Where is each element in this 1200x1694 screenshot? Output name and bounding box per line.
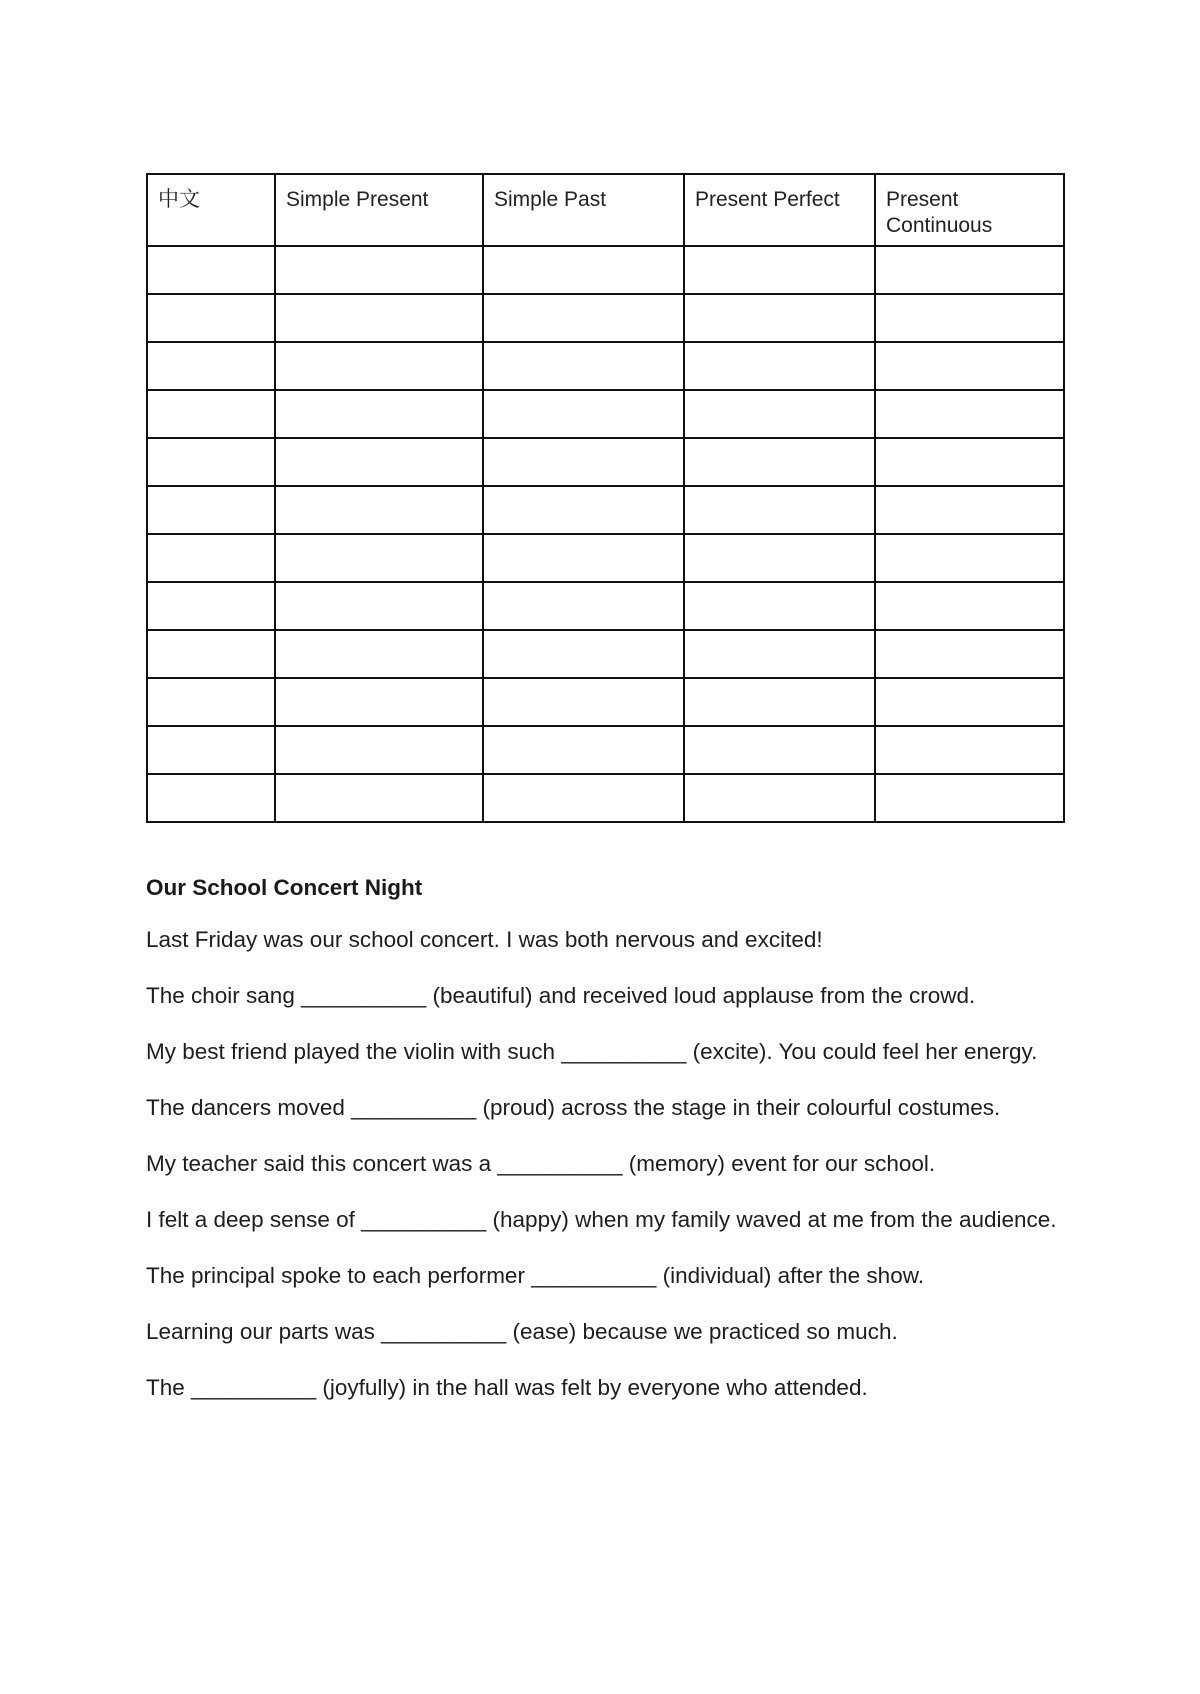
table-row bbox=[147, 534, 1064, 582]
table-row bbox=[147, 726, 1064, 774]
table-cell[interactable] bbox=[275, 294, 483, 342]
table-body bbox=[147, 246, 1064, 822]
table-cell[interactable] bbox=[875, 774, 1064, 822]
exercise-sentence-3: The dancers moved __________ (proud) across the stage in their colourful costumes. bbox=[146, 1095, 1001, 1120]
table-cell[interactable] bbox=[483, 534, 684, 582]
table-row bbox=[147, 774, 1064, 822]
table-cell[interactable] bbox=[684, 630, 875, 678]
table-cell[interactable] bbox=[147, 438, 275, 486]
table-cell[interactable] bbox=[684, 726, 875, 774]
table-cell[interactable] bbox=[147, 630, 275, 678]
table-cell[interactable] bbox=[275, 678, 483, 726]
exercise-sentence-7: Learning our parts was __________ (ease) because we practiced so much. bbox=[146, 1319, 898, 1344]
table-cell[interactable] bbox=[275, 630, 483, 678]
table-cell[interactable] bbox=[147, 486, 275, 534]
table-cell[interactable] bbox=[684, 486, 875, 534]
verb-tense-table bbox=[146, 173, 1065, 823]
table-cell[interactable] bbox=[875, 390, 1064, 438]
table-cell[interactable] bbox=[875, 294, 1064, 342]
table-cell[interactable] bbox=[147, 534, 275, 582]
table-cell[interactable] bbox=[275, 390, 483, 438]
table-row bbox=[147, 246, 1064, 294]
exercise-sentence-6: The principal spoke to each performer __________ (individual) after the show. bbox=[146, 1263, 924, 1288]
header-simple-present: Simple Present bbox=[275, 174, 483, 246]
table-cell[interactable] bbox=[875, 582, 1064, 630]
table-cell[interactable] bbox=[275, 582, 483, 630]
table-row bbox=[147, 486, 1064, 534]
table-cell[interactable] bbox=[483, 342, 684, 390]
story-section bbox=[146, 872, 1066, 1428]
table-cell[interactable] bbox=[275, 438, 483, 486]
exercise-sentence-2: My best friend played the violin with such __________ (excite). You could feel her energy. bbox=[146, 1039, 1038, 1064]
table-cell[interactable] bbox=[147, 774, 275, 822]
table-cell[interactable] bbox=[875, 534, 1064, 582]
exercise-sentence-1: The choir sang __________ (beautiful) and received loud applause from the crowd. bbox=[146, 983, 976, 1008]
table-cell[interactable] bbox=[147, 342, 275, 390]
table-cell[interactable] bbox=[147, 246, 275, 294]
table-cell[interactable] bbox=[684, 342, 875, 390]
table-cell[interactable] bbox=[147, 294, 275, 342]
table-cell[interactable] bbox=[483, 678, 684, 726]
table-row bbox=[147, 390, 1064, 438]
table-cell[interactable] bbox=[147, 726, 275, 774]
table-cell[interactable] bbox=[875, 342, 1064, 390]
table-cell[interactable] bbox=[875, 246, 1064, 294]
table-cell[interactable] bbox=[483, 390, 684, 438]
table-row bbox=[147, 582, 1064, 630]
table-cell[interactable] bbox=[483, 486, 684, 534]
table-cell[interactable] bbox=[147, 582, 275, 630]
table-cell[interactable] bbox=[483, 438, 684, 486]
table-cell[interactable] bbox=[684, 246, 875, 294]
table-cell[interactable] bbox=[483, 582, 684, 630]
table-cell[interactable] bbox=[875, 726, 1064, 774]
table-cell[interactable] bbox=[275, 774, 483, 822]
exercise-sentence-8: The __________ (joyfully) in the hall was felt by everyone who attended. bbox=[146, 1375, 868, 1400]
exercise-sentence-4: My teacher said this concert was a __________ (memory) event for our school. bbox=[146, 1151, 936, 1176]
table-cell[interactable] bbox=[483, 630, 684, 678]
story-title: Our School Concert Night bbox=[146, 875, 423, 900]
table-cell[interactable] bbox=[147, 678, 275, 726]
table-cell[interactable] bbox=[875, 630, 1064, 678]
table-cell[interactable] bbox=[875, 438, 1064, 486]
table-cell[interactable] bbox=[483, 294, 684, 342]
table-cell[interactable] bbox=[684, 678, 875, 726]
table-cell[interactable] bbox=[684, 774, 875, 822]
table-row bbox=[147, 294, 1064, 342]
table-row bbox=[147, 342, 1064, 390]
header-present-perfect: Present Perfect bbox=[684, 174, 875, 246]
table-cell[interactable] bbox=[875, 486, 1064, 534]
table-cell[interactable] bbox=[483, 246, 684, 294]
table-row bbox=[147, 630, 1064, 678]
header-present-continuous: Present Continuous bbox=[875, 174, 1064, 246]
table-cell[interactable] bbox=[684, 438, 875, 486]
table-cell[interactable] bbox=[275, 486, 483, 534]
table-cell[interactable] bbox=[147, 390, 275, 438]
exercise-sentence-5: I felt a deep sense of __________ (happy) when my family waved at me from the audience. bbox=[146, 1207, 1057, 1232]
table-header-row bbox=[147, 174, 1064, 246]
table-cell[interactable] bbox=[483, 726, 684, 774]
table-row bbox=[147, 678, 1064, 726]
table-cell[interactable] bbox=[275, 342, 483, 390]
table-row bbox=[147, 438, 1064, 486]
table-cell[interactable] bbox=[684, 294, 875, 342]
story-paragraph-1: Last Friday was our school concert. I was both nervous and excited! bbox=[146, 927, 823, 952]
table-cell[interactable] bbox=[483, 774, 684, 822]
table-cell[interactable] bbox=[275, 246, 483, 294]
table-cell[interactable] bbox=[275, 726, 483, 774]
table-cell[interactable] bbox=[684, 582, 875, 630]
table-cell[interactable] bbox=[275, 534, 483, 582]
table-cell[interactable] bbox=[684, 534, 875, 582]
header-simple-past: Simple Past bbox=[483, 174, 684, 246]
header-chinese: 中文 bbox=[147, 174, 275, 246]
table-cell[interactable] bbox=[684, 390, 875, 438]
table-cell[interactable] bbox=[875, 678, 1064, 726]
